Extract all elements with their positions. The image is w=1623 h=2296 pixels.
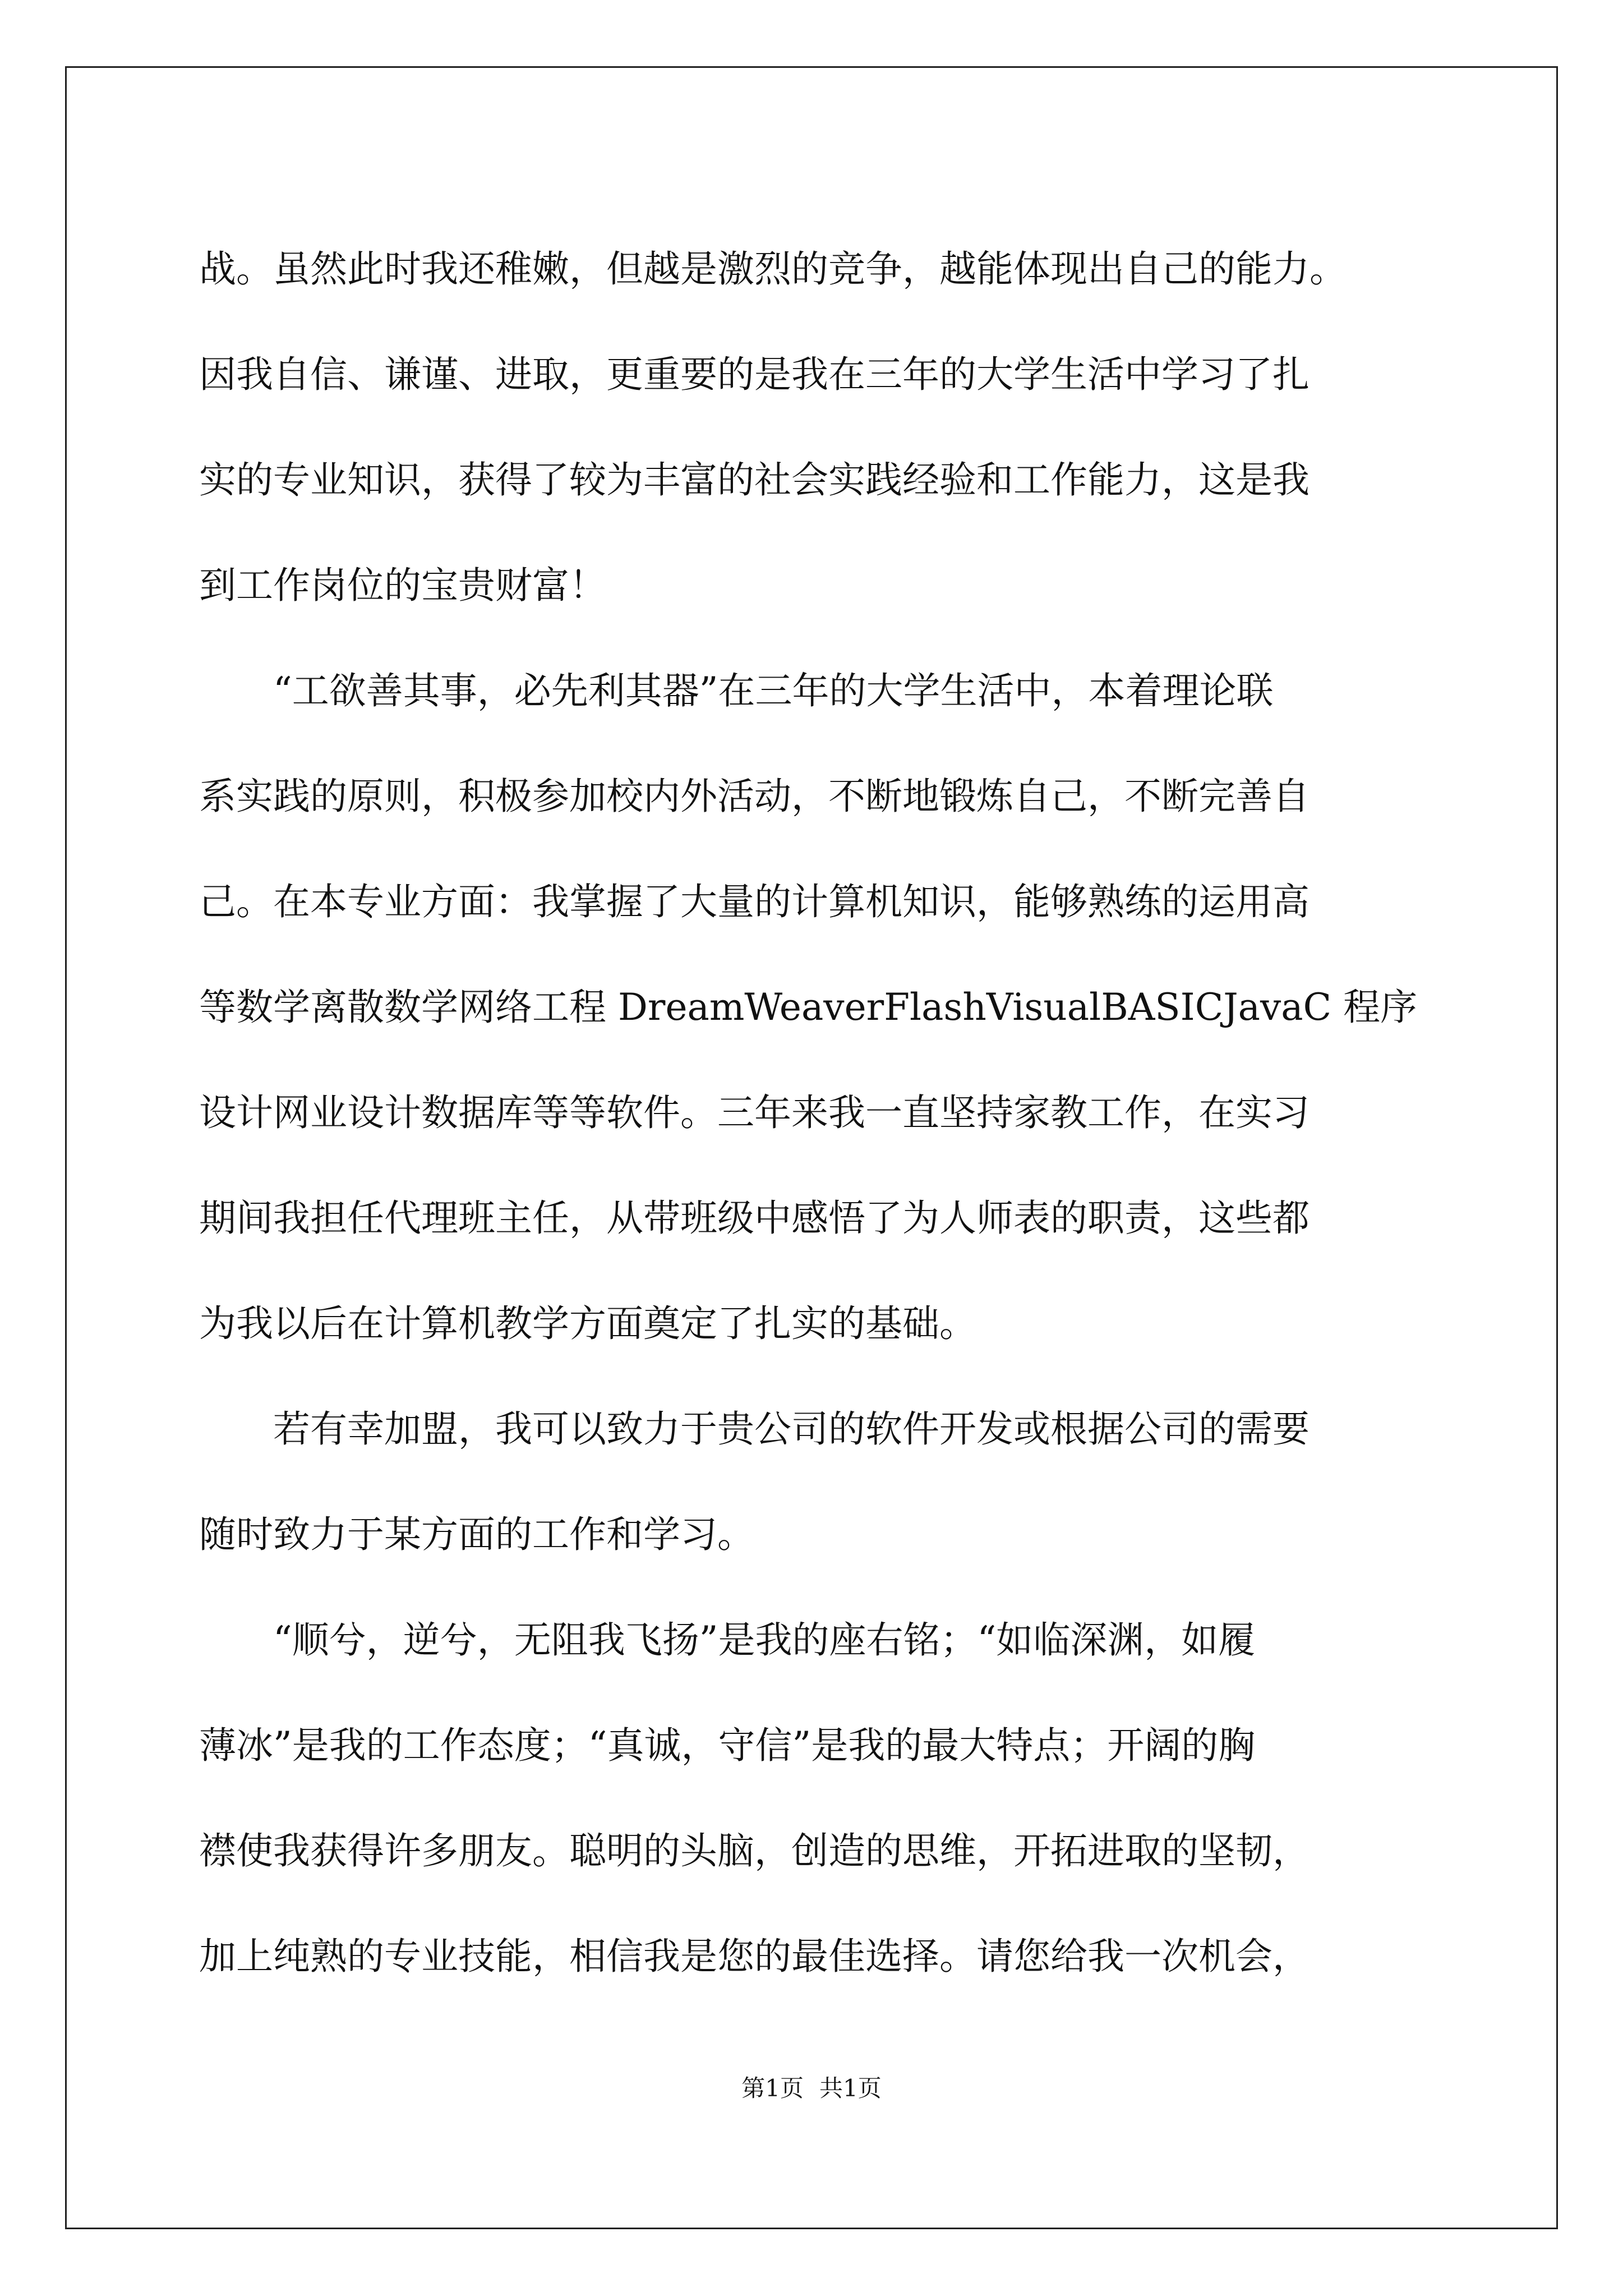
text-line: 系实践的原则，积极参加校内外活动，不断地锻炼自己，不断完善自 bbox=[199, 775, 1310, 818]
text-line: 加上纯熟的专业技能，相信我是您的最佳选择。请您给我一次机会， bbox=[199, 1935, 1310, 1978]
page-number: 第1页 bbox=[741, 2074, 804, 2102]
document-body bbox=[199, 217, 1433, 2009]
text-line: 设计网业设计数据库等等软件。三年来我一直坚持家教工作，在实习 bbox=[199, 1091, 1310, 1134]
text-line: 等数学离散数学网络工程 DreamWeaverFlashVisualBASICJavaC 程序 bbox=[199, 986, 1418, 1029]
text-line: 到工作岗位的宝贵财富！ bbox=[199, 564, 606, 607]
text-line: 期间我担任代理班主任，从带班级中感悟了为人师表的职责，这些都 bbox=[199, 1197, 1310, 1240]
text-line: 己。在本专业方面：我掌握了大量的计算机知识，能够熟练的运用高 bbox=[199, 880, 1310, 923]
text-line: 战。虽然此时我还稚嫩，但越是激烈的竞争，越能体现出自己的能力。 bbox=[199, 247, 1347, 291]
text-line: 随时致力于某方面的工作和学习。 bbox=[199, 1513, 754, 1556]
text-line: 襟使我获得许多朋友。聪明的头脑，创造的思维，开拓进取的坚韧， bbox=[199, 1829, 1310, 1872]
page-footer bbox=[0, 2070, 1623, 2104]
text-line: “顺兮，逆兮，无阻我飞扬”是我的座右铭；“如临深渊，如履 bbox=[273, 1618, 1256, 1662]
text-line: “工欲善其事，必先利其器”在三年的大学生活中，本着理论联 bbox=[273, 669, 1274, 712]
page-total: 共1页 bbox=[819, 2074, 882, 2102]
text-line: 薄冰”是我的工作态度；“真诚，守信”是我的最大特点；开阔的胸 bbox=[199, 1724, 1256, 1767]
text-line: 为我以后在计算机教学方面奠定了扎实的基础。 bbox=[199, 1302, 976, 1345]
text-line: 因我自信、谦谨、进取，更重要的是我在三年的大学生活中学习了扎 bbox=[199, 353, 1310, 396]
text-line: 若有幸加盟，我可以致力于贵公司的软件开发或根据公司的需要 bbox=[273, 1407, 1310, 1451]
text-line: 实的专业知识，获得了较为丰富的社会实践经验和工作能力，这是我 bbox=[199, 458, 1310, 501]
